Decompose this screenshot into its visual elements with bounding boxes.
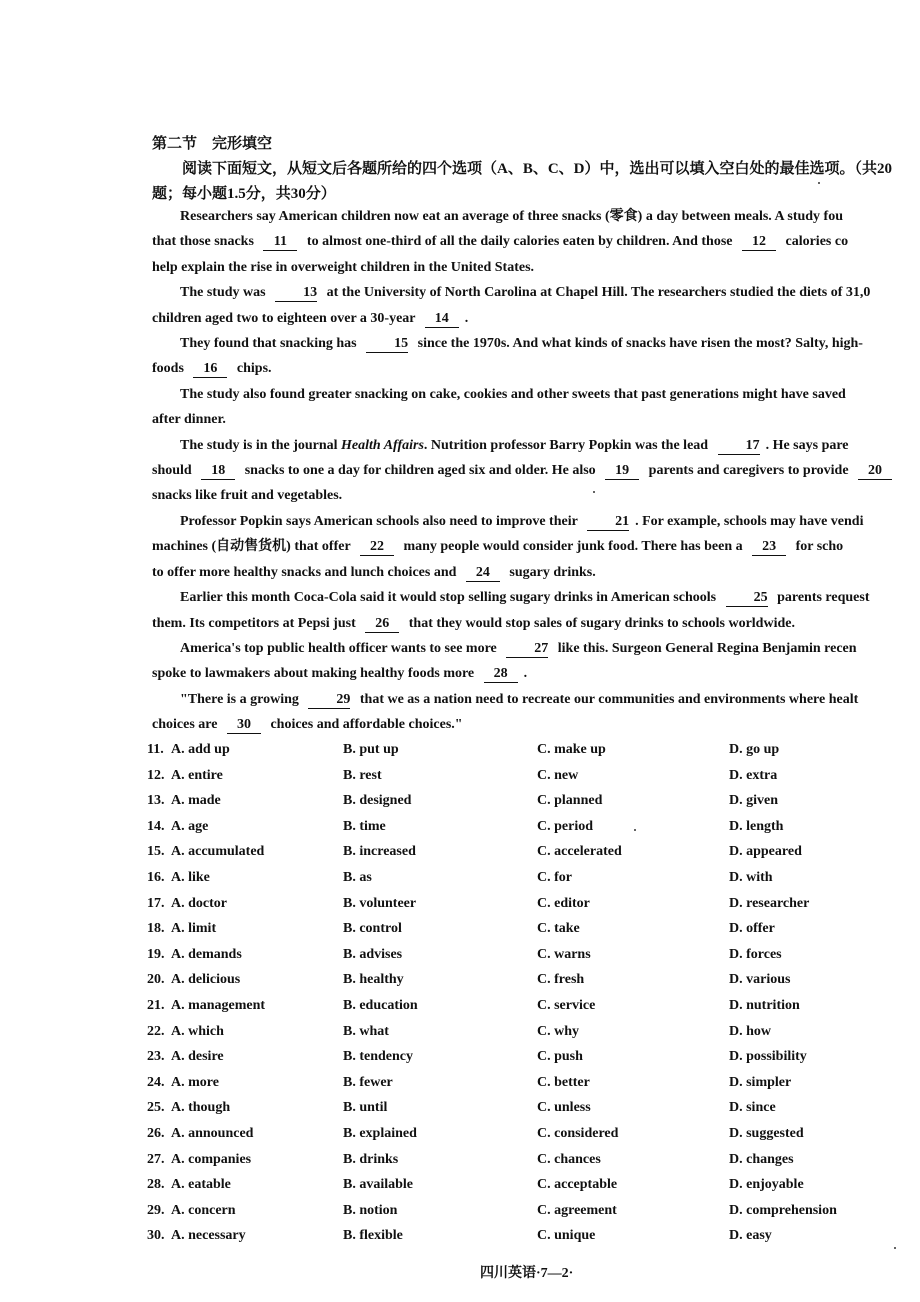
passage-text: choices and affordable choices." — [266, 717, 463, 733]
option-c: C. editor — [537, 895, 590, 911]
option-a: A. necessary — [171, 1228, 246, 1244]
passage-line — [152, 331, 920, 356]
scan-speck — [818, 182, 820, 184]
passage-text: . For example, schools may have vendi — [635, 513, 864, 529]
option-a: A. concern — [171, 1202, 236, 1218]
question-row — [147, 1225, 920, 1251]
cloze-passage — [152, 204, 920, 738]
option-c: C. fresh — [537, 972, 585, 988]
passage-text: They found that snacking has — [180, 336, 361, 352]
passage-text: . — [523, 666, 528, 682]
passage-line — [152, 712, 920, 737]
question-number: 19. — [147, 946, 165, 962]
passage-text: children aged two to eighteen over a 30-year — [152, 310, 419, 326]
passage-paragraph — [152, 585, 920, 636]
blank-11: 11 — [263, 234, 297, 251]
passage-text: "There is a growing — [180, 691, 303, 707]
option-d: D. go up — [729, 742, 780, 757]
blank-16: 16 — [193, 361, 227, 378]
passage-line — [152, 636, 920, 661]
question-row — [147, 765, 920, 791]
question-number: 20. — [147, 972, 165, 988]
passage-text: . He says pare — [765, 437, 849, 453]
passage-line — [152, 585, 920, 610]
question-row — [147, 816, 920, 842]
option-a: A. demands — [171, 946, 242, 962]
option-b: B. advises — [343, 946, 403, 962]
passage-line — [152, 611, 920, 636]
question-number: 13. — [147, 793, 165, 809]
passage-line — [152, 560, 920, 585]
passage-line — [152, 382, 920, 407]
blank-23: 23 — [752, 539, 786, 556]
blank-30: 30 — [227, 717, 261, 734]
passage-paragraph — [152, 382, 920, 433]
option-d: D. given — [729, 793, 778, 809]
option-a: A. like — [171, 869, 210, 885]
question-row — [147, 995, 920, 1021]
option-a: A. desire — [171, 1049, 224, 1065]
question-number: 28. — [147, 1177, 165, 1193]
passage-text: many people would consider junk food. There has been a — [399, 539, 747, 555]
question-row — [147, 1046, 920, 1072]
option-d: D. changes — [729, 1151, 794, 1167]
option-a: A. management — [171, 997, 266, 1013]
option-b: B. time — [343, 818, 386, 834]
passage-text: to offer more healthy snacks and lunch choices and — [152, 564, 460, 580]
passage-text: snacks to one a day for children aged six and older. He also — [241, 463, 600, 479]
blank-21: 21 — [587, 514, 629, 531]
option-a: A. doctor — [171, 895, 227, 911]
blank-15: 15 — [366, 336, 408, 353]
option-b: B. rest — [343, 767, 382, 783]
question-number: 23. — [147, 1049, 165, 1065]
option-a: A. made — [171, 793, 221, 809]
passage-text: The study also found greater snacking on cake, cookies and other sweets that past generations might have saved — [180, 386, 846, 402]
question-number: 12. — [147, 767, 165, 783]
option-c: C. push — [537, 1049, 583, 1065]
blank-19: 19 — [605, 463, 639, 480]
option-d: D. extra — [729, 767, 778, 783]
option-d: D. length — [729, 818, 784, 834]
option-a: A. accumulated — [171, 844, 265, 860]
question-number: 22. — [147, 1023, 165, 1039]
option-a: A. more — [171, 1074, 219, 1090]
option-c: C. considered — [537, 1125, 619, 1141]
blank-22: 22 — [360, 539, 394, 556]
question-number: 14. — [147, 818, 165, 834]
passage-text: Earlier this month Coca-Cola said it would stop selling sugary drinks in American schools — [180, 590, 720, 606]
option-a: A. entire — [171, 767, 223, 783]
option-d: D. since — [729, 1100, 776, 1116]
option-d: D. how — [729, 1023, 772, 1039]
passage-text: chips. — [233, 361, 272, 377]
passage-text: calories co — [781, 234, 849, 250]
option-d: D. easy — [729, 1228, 772, 1244]
option-c: C. make up — [537, 742, 606, 757]
option-c: C. chances — [537, 1151, 601, 1167]
option-d: D. suggested — [729, 1125, 804, 1141]
option-c: C. take — [537, 921, 580, 937]
question-row — [147, 1097, 920, 1123]
passage-paragraph — [152, 636, 920, 687]
passage-line — [152, 306, 920, 331]
option-c: C. acceptable — [537, 1177, 618, 1193]
question-number: 17. — [147, 895, 165, 911]
option-d: D. enjoyable — [729, 1177, 804, 1193]
passage-text: machines (自动售货机) that offer — [152, 539, 354, 555]
option-d: D. possibility — [729, 1049, 807, 1065]
passage-paragraph — [152, 280, 920, 331]
option-c: C. why — [537, 1023, 580, 1039]
question-number: 18. — [147, 921, 165, 937]
page-footer: 四川英语·7—2· — [480, 1266, 574, 1281]
option-c: C. period — [537, 818, 593, 834]
option-b: B. explained — [343, 1125, 417, 1141]
passage-line — [152, 255, 920, 280]
passage-text: The study is in the journal — [180, 437, 342, 453]
passage-line — [152, 356, 920, 381]
option-b: B. put up — [343, 742, 399, 757]
passage-text: foods — [152, 361, 188, 377]
passage-text: parents and caregivers to provide — [645, 463, 853, 479]
blank-28: 28 — [484, 666, 518, 683]
option-b: B. healthy — [343, 972, 404, 988]
option-d: D. various — [729, 972, 791, 988]
passage-text: Researchers say American children now eat an average of three snacks (零食) a day between meals. A study fou — [180, 209, 844, 224]
option-d: D. researcher — [729, 895, 810, 911]
blank-20: 20 — [858, 463, 892, 480]
passage-line — [152, 433, 920, 458]
question-row — [147, 918, 920, 944]
option-c: C. better — [537, 1074, 590, 1090]
question-number: 30. — [147, 1228, 165, 1244]
question-row — [147, 1174, 920, 1200]
option-b: B. flexible — [343, 1228, 403, 1244]
option-c: C. unique — [537, 1228, 596, 1244]
option-c: C. unless — [537, 1100, 591, 1116]
option-b: B. what — [343, 1023, 389, 1039]
question-row — [147, 893, 920, 919]
option-b: B. drinks — [343, 1151, 399, 1167]
option-d: D. forces — [729, 946, 782, 962]
option-b: B. volunteer — [343, 895, 417, 911]
passage-text: since the 1970s. And what kinds of snacks have risen the most? Salty, high- — [414, 336, 863, 352]
passage-line — [152, 534, 920, 559]
blank-25: 25 — [726, 590, 768, 607]
blank-13: 13 — [275, 285, 317, 302]
passage-text: help explain the rise in overweight children in the United States. — [152, 259, 535, 275]
question-row — [147, 969, 920, 995]
option-c: C. for — [537, 869, 572, 885]
question-row — [147, 841, 920, 867]
passage-text: . — [464, 310, 469, 326]
option-a: A. eatable — [171, 1177, 231, 1193]
question-number: 24. — [147, 1074, 165, 1090]
option-a: A. which — [171, 1023, 224, 1039]
question-row — [147, 1149, 920, 1175]
option-b: B. fewer — [343, 1074, 393, 1090]
passage-paragraph — [152, 204, 920, 280]
blank-14: 14 — [425, 311, 459, 328]
blank-29: 29 — [308, 692, 350, 709]
question-row — [147, 739, 920, 765]
passage-text: like this. Surgeon General Regina Benjamin recen — [554, 640, 857, 656]
passage-line — [152, 458, 920, 483]
question-number: 25. — [147, 1100, 165, 1116]
passage-text: them. Its competitors at Pepsi just — [152, 615, 360, 631]
question-number: 15. — [147, 844, 165, 860]
option-a: A. age — [171, 818, 209, 834]
option-b: B. increased — [343, 844, 416, 860]
option-d: D. appeared — [729, 844, 802, 860]
scan-speck — [634, 829, 636, 831]
blank-18: 18 — [201, 463, 235, 480]
passage-text: Professor Popkin says American schools also need to improve their — [180, 513, 582, 529]
passage-text: sugary drinks. — [505, 564, 596, 580]
option-b: B. tendency — [343, 1049, 413, 1065]
passage-line — [152, 280, 920, 305]
option-d: D. offer — [729, 921, 775, 937]
option-b: B. control — [343, 921, 402, 937]
passage-text: should — [152, 463, 196, 479]
option-a: A. though — [171, 1100, 231, 1116]
option-b: B. available — [343, 1177, 414, 1193]
option-b: B. until — [343, 1100, 388, 1116]
passage-line — [152, 204, 920, 229]
passage-text: that those snacks — [152, 234, 258, 250]
option-b: B. education — [343, 997, 418, 1013]
question-row — [147, 1072, 920, 1098]
question-number: 29. — [147, 1202, 165, 1218]
option-a: A. limit — [171, 921, 217, 937]
option-a: A. announced — [171, 1125, 254, 1141]
option-a: A. companies — [171, 1151, 252, 1167]
question-number: 27. — [147, 1151, 165, 1167]
passage-line — [152, 483, 920, 508]
option-c: C. service — [537, 997, 596, 1013]
option-d: D. with — [729, 869, 773, 885]
passage-paragraph — [152, 509, 920, 585]
option-b: B. notion — [343, 1202, 398, 1218]
option-d: D. simpler — [729, 1074, 792, 1090]
passage-paragraph — [152, 433, 920, 509]
option-c: C. warns — [537, 946, 591, 962]
scan-speck — [894, 1247, 896, 1249]
option-c: C. agreement — [537, 1202, 617, 1218]
scan-speck — [593, 491, 595, 493]
passage-text: choices are — [152, 717, 221, 733]
option-a: A. add up — [171, 742, 230, 757]
passage-line — [152, 229, 920, 254]
option-b: B. as — [343, 869, 372, 885]
passage-text: . Nutrition professor Barry Popkin was the lead — [423, 437, 712, 453]
question-number: 11. — [147, 742, 164, 757]
passage-text: that they would stop sales of sugary drinks to schools worldwide. — [405, 615, 795, 631]
blank-12: 12 — [742, 234, 776, 251]
question-row — [147, 1200, 920, 1226]
passage-line — [152, 509, 920, 534]
passage-line — [152, 661, 920, 686]
question-number: 16. — [147, 869, 165, 885]
blank-24: 24 — [466, 565, 500, 582]
blank-17: 17 — [718, 438, 760, 455]
passage-paragraph — [152, 687, 920, 738]
section-title: 第二节 完形填空 — [152, 136, 273, 152]
passage-text: The study was — [180, 285, 270, 301]
question-number: 26. — [147, 1125, 165, 1141]
passage-text: for scho — [792, 539, 844, 555]
question-number: 21. — [147, 997, 165, 1013]
blank-27: 27 — [506, 641, 548, 658]
passage-text: America's top public health officer wants to see more — [180, 640, 501, 656]
option-d: D. nutrition — [729, 997, 800, 1013]
passage-line — [152, 407, 920, 432]
passage-text: spoke to lawmakers about making healthy foods more — [152, 666, 478, 682]
option-c: C. new — [537, 767, 579, 783]
option-a: A. delicious — [171, 972, 241, 988]
journal-title: Health Affairs — [341, 437, 424, 453]
option-c: C. accelerated — [537, 844, 622, 860]
question-row — [147, 1123, 920, 1149]
blank-26: 26 — [365, 616, 399, 633]
passage-text: to almost one-third of all the daily calories eaten by children. And those — [303, 234, 736, 250]
question-row — [147, 790, 920, 816]
passage-text: snacks like fruit and vegetables. — [152, 488, 343, 504]
passage-paragraph — [152, 331, 920, 382]
passage-text: that we as a nation need to recreate our communities and environments where healt — [356, 691, 859, 707]
option-b: B. designed — [343, 793, 412, 809]
answer-options — [147, 739, 920, 1251]
option-c: C. planned — [537, 793, 603, 809]
option-d: D. comprehension — [729, 1202, 837, 1218]
question-row — [147, 944, 920, 970]
passage-text: at the University of North Carolina at Chapel Hill. The researchers studied the diets of 31,0 — [323, 285, 871, 301]
passage-line — [152, 687, 920, 712]
passage-text: after dinner. — [152, 412, 226, 428]
instructions: 阅读下面短文，从短文后各题所给的四个选项（A、B、C、D）中，选出可以填入空白处的最佳选项。（共20题；每小题1.5分，共30分） — [152, 161, 893, 202]
question-row — [147, 1021, 920, 1047]
question-row — [147, 867, 920, 893]
passage-text: parents request — [773, 590, 870, 606]
